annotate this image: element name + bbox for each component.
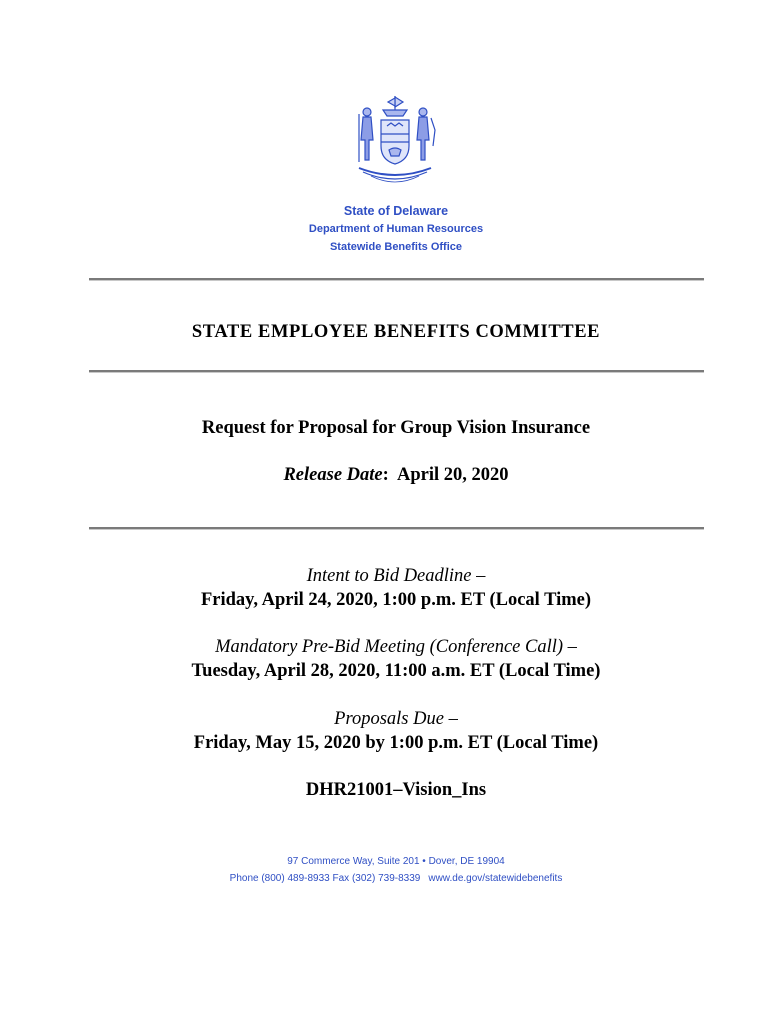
footer-phone: Phone (800) 489-8933 Fax (302) 739-8339 xyxy=(229,873,421,884)
office-name: Statewide Benefits Office xyxy=(329,241,463,253)
divider xyxy=(89,278,704,281)
proposals-due-label: Proposals Due – xyxy=(334,709,458,729)
pre-bid-meeting-label: Mandatory Pre-Bid Meeting (Conference Call) – xyxy=(215,637,577,657)
intent-to-bid-label: Intent to Bid Deadline – xyxy=(306,566,486,586)
committee-title: STATE EMPLOYEE BENEFITS COMMITTEE xyxy=(191,322,601,342)
pre-bid-meeting-date: Tuesday, April 28, 2020, 11:00 a.m. ET (Local Time) xyxy=(191,661,601,681)
proposals-due-date: Friday, May 15, 2020 by 1:00 p.m. ET (Local Time) xyxy=(193,733,599,753)
delaware-state-seal-icon xyxy=(345,90,445,190)
intent-to-bid-date: Friday, April 24, 2020, 1:00 p.m. ET (Local Time) xyxy=(200,590,592,610)
agency-name: State of Delaware xyxy=(343,204,449,218)
rfp-title: Request for Proposal for Group Vision Insurance xyxy=(201,418,591,438)
footer-contact xyxy=(0,873,770,884)
release-date-colon: : xyxy=(382,465,398,485)
footer-website-link[interactable]: www.de.gov/statewidebenefits xyxy=(428,873,563,884)
document-id: DHR21001–Vision_Ins xyxy=(305,780,487,800)
release-date-label: Release Date xyxy=(283,465,383,485)
release-date-value: April 20, 2020 xyxy=(397,465,509,485)
department-name: Department of Human Resources xyxy=(308,223,484,235)
divider xyxy=(89,527,704,530)
release-date-line xyxy=(0,464,770,486)
footer-address: 97 Commerce Way, Suite 201 • Dover, DE 19904 xyxy=(287,856,505,867)
divider xyxy=(89,370,704,373)
